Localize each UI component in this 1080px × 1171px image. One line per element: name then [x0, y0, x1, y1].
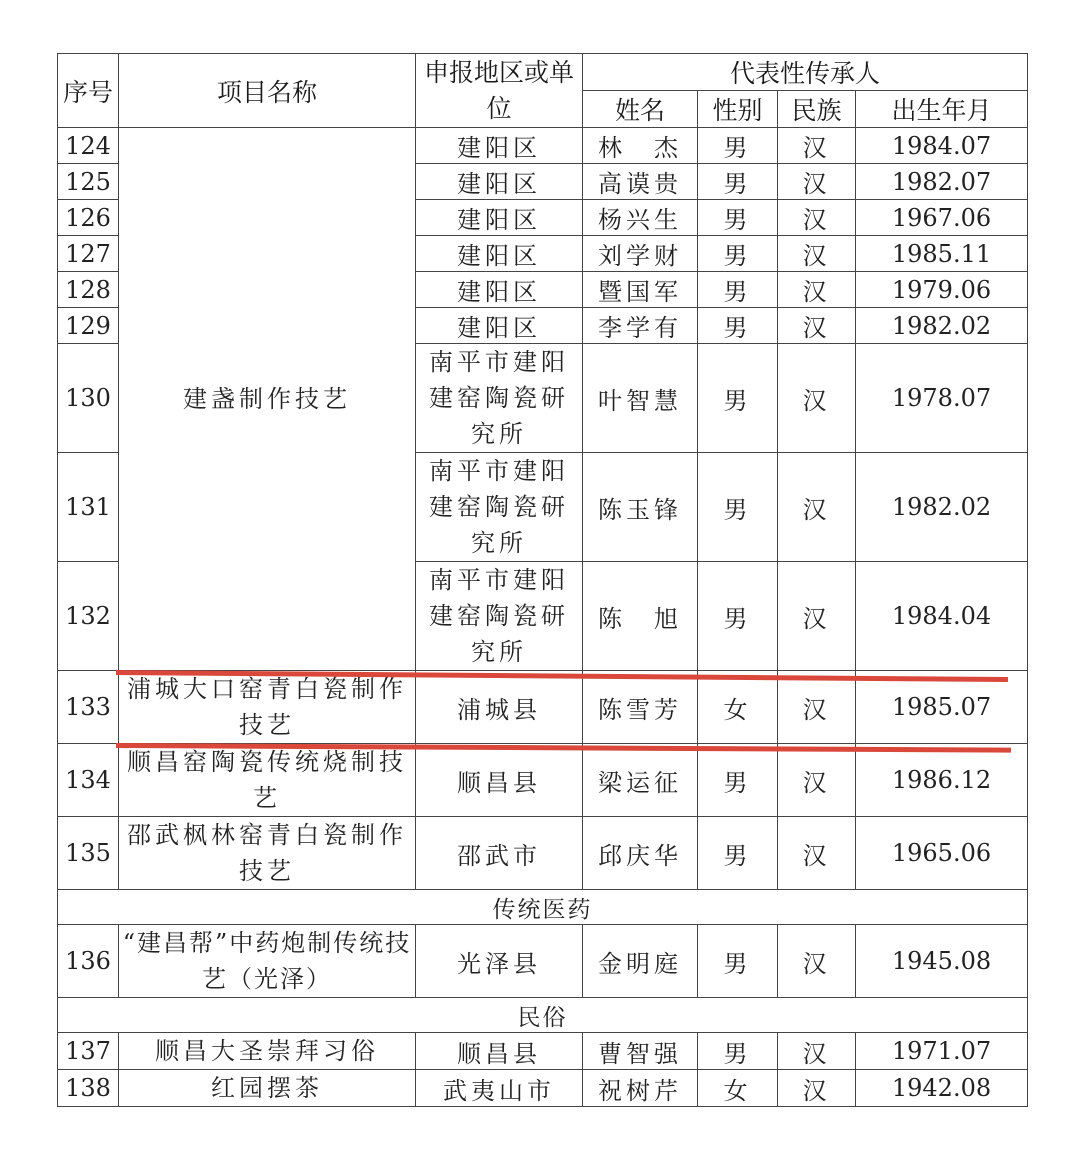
cell-seq: 124: [58, 128, 119, 164]
cell-name: 高谟贵: [583, 164, 698, 200]
cell-ethnicity: 汉: [778, 308, 856, 344]
cell-seq: 138: [58, 1070, 119, 1107]
cell-name: 刘学财: [583, 236, 698, 272]
cell-birth: 1942.08: [856, 1070, 1028, 1107]
cell-seq: 131: [58, 453, 119, 562]
cell-seq: 126: [58, 200, 119, 236]
cell-seq: 125: [58, 164, 119, 200]
cell-birth: 1985.11: [856, 236, 1028, 272]
cell-name: 杨兴生: [583, 200, 698, 236]
cell-seq: 132: [58, 562, 119, 671]
cell-region: 建阳区: [416, 128, 583, 164]
cell-ethnicity: 汉: [778, 744, 856, 817]
table-row: [58, 1070, 1028, 1107]
cell-gender: 男: [698, 308, 778, 344]
cell-seq: 135: [58, 817, 119, 890]
cell-gender: 男: [698, 164, 778, 200]
cell-project: 顺昌大圣崇拜习俗: [119, 1033, 416, 1070]
cell-ethnicity: 汉: [778, 562, 856, 671]
category-row: [58, 998, 1028, 1033]
header-inheritor-group: 代表性传承人: [583, 54, 1028, 91]
cell-gender: 男: [698, 344, 778, 453]
category-folk: 民俗: [58, 998, 1028, 1033]
cell-name: 林 杰: [583, 128, 698, 164]
cell-ethnicity: 汉: [778, 925, 856, 998]
cell-project: 红园摆茶: [119, 1070, 416, 1107]
cell-birth: 1984.07: [856, 128, 1028, 164]
cell-birth: 1984.04: [856, 562, 1028, 671]
header-name: 姓名: [583, 91, 698, 128]
cell-ethnicity: 汉: [778, 817, 856, 890]
cell-region: 光泽县: [416, 925, 583, 998]
cell-name: 曹智强: [583, 1033, 698, 1070]
header-birth: 出生年月: [856, 91, 1028, 128]
cell-birth: 1965.06: [856, 817, 1028, 890]
header-seq: 序号: [58, 54, 119, 128]
cell-project: 邵武枫林窑青白瓷制作技艺: [119, 817, 416, 890]
table-row: [58, 1033, 1028, 1070]
cell-ethnicity: 汉: [778, 1070, 856, 1107]
cell-birth: 1945.08: [856, 925, 1028, 998]
cell-seq: 130: [58, 344, 119, 453]
cell-region: 邵武市: [416, 817, 583, 890]
cell-project: 建盏制作技艺: [119, 128, 416, 671]
cell-gender: 男: [698, 453, 778, 562]
header-project: 项目名称: [119, 54, 416, 128]
cell-gender: 男: [698, 200, 778, 236]
cell-ethnicity: 汉: [778, 128, 856, 164]
cell-project: 浦城大口窑青白瓷制作技艺: [119, 671, 416, 744]
header-ethnicity: 民族: [778, 91, 856, 128]
cell-gender: 女: [698, 671, 778, 744]
cell-region: 顺昌县: [416, 744, 583, 817]
cell-gender: 女: [698, 1070, 778, 1107]
cell-ethnicity: 汉: [778, 164, 856, 200]
cell-name: 陈玉锋: [583, 453, 698, 562]
cell-birth: 1982.07: [856, 164, 1028, 200]
cell-ethnicity: 汉: [778, 344, 856, 453]
cell-name: 李学有: [583, 308, 698, 344]
table-row: [58, 744, 1028, 817]
cell-birth: 1982.02: [856, 308, 1028, 344]
table-row: [58, 817, 1028, 890]
cell-ethnicity: 汉: [778, 1033, 856, 1070]
cell-region: 顺昌县: [416, 1033, 583, 1070]
cell-region: 建阳区: [416, 164, 583, 200]
cell-birth: 1985.07: [856, 671, 1028, 744]
cell-name: 祝树芹: [583, 1070, 698, 1107]
cell-name: 陈 旭: [583, 562, 698, 671]
cell-name: 暨国军: [583, 272, 698, 308]
header-gender: 性别: [698, 91, 778, 128]
category-row: [58, 890, 1028, 925]
cell-seq: 133: [58, 671, 119, 744]
cell-gender: 男: [698, 1033, 778, 1070]
cell-birth: 1979.06: [856, 272, 1028, 308]
table-row: [58, 925, 1028, 998]
table-row: [58, 671, 1028, 744]
cell-name: 陈雪芳: [583, 671, 698, 744]
cell-gender: 男: [698, 236, 778, 272]
cell-region: 南平市建阳建窑陶瓷研究所: [416, 562, 583, 671]
cell-gender: 男: [698, 925, 778, 998]
cell-ethnicity: 汉: [778, 671, 856, 744]
cell-ethnicity: 汉: [778, 200, 856, 236]
cell-seq: 136: [58, 925, 119, 998]
cell-ethnicity: 汉: [778, 272, 856, 308]
cell-gender: 男: [698, 272, 778, 308]
cell-name: 邱庆华: [583, 817, 698, 890]
cell-region: 建阳区: [416, 236, 583, 272]
cell-gender: 男: [698, 128, 778, 164]
cell-region: 建阳区: [416, 272, 583, 308]
cell-birth: 1986.12: [856, 744, 1028, 817]
cell-region: 建阳区: [416, 308, 583, 344]
cell-ethnicity: 汉: [778, 453, 856, 562]
cell-gender: 男: [698, 744, 778, 817]
cell-seq: 129: [58, 308, 119, 344]
cell-name: 梁运征: [583, 744, 698, 817]
cell-region: 浦城县: [416, 671, 583, 744]
cell-region: 南平市建阳建窑陶瓷研究所: [416, 453, 583, 562]
cell-gender: 男: [698, 817, 778, 890]
header-region: 申报地区或单位: [416, 54, 583, 128]
cell-name: 叶智慧: [583, 344, 698, 453]
cell-gender: 男: [698, 562, 778, 671]
cell-project: 顺昌窑陶瓷传统烧制技艺: [119, 744, 416, 817]
category-medicine: 传统医药: [58, 890, 1028, 925]
cell-birth: 1978.07: [856, 344, 1028, 453]
cell-ethnicity: 汉: [778, 236, 856, 272]
heritage-inheritors-table: [57, 53, 1028, 1107]
cell-project: “建昌帮”中药炮制传统技艺（光泽）: [119, 925, 416, 998]
cell-birth: 1967.06: [856, 200, 1028, 236]
cell-seq: 127: [58, 236, 119, 272]
cell-seq: 128: [58, 272, 119, 308]
cell-region: 南平市建阳建窑陶瓷研究所: [416, 344, 583, 453]
cell-region: 武夷山市: [416, 1070, 583, 1107]
cell-name: 金明庭: [583, 925, 698, 998]
table-row: [58, 128, 1028, 164]
cell-seq: 134: [58, 744, 119, 817]
cell-region: 建阳区: [416, 200, 583, 236]
cell-seq: 137: [58, 1033, 119, 1070]
cell-birth: 1982.02: [856, 453, 1028, 562]
cell-birth: 1971.07: [856, 1033, 1028, 1070]
